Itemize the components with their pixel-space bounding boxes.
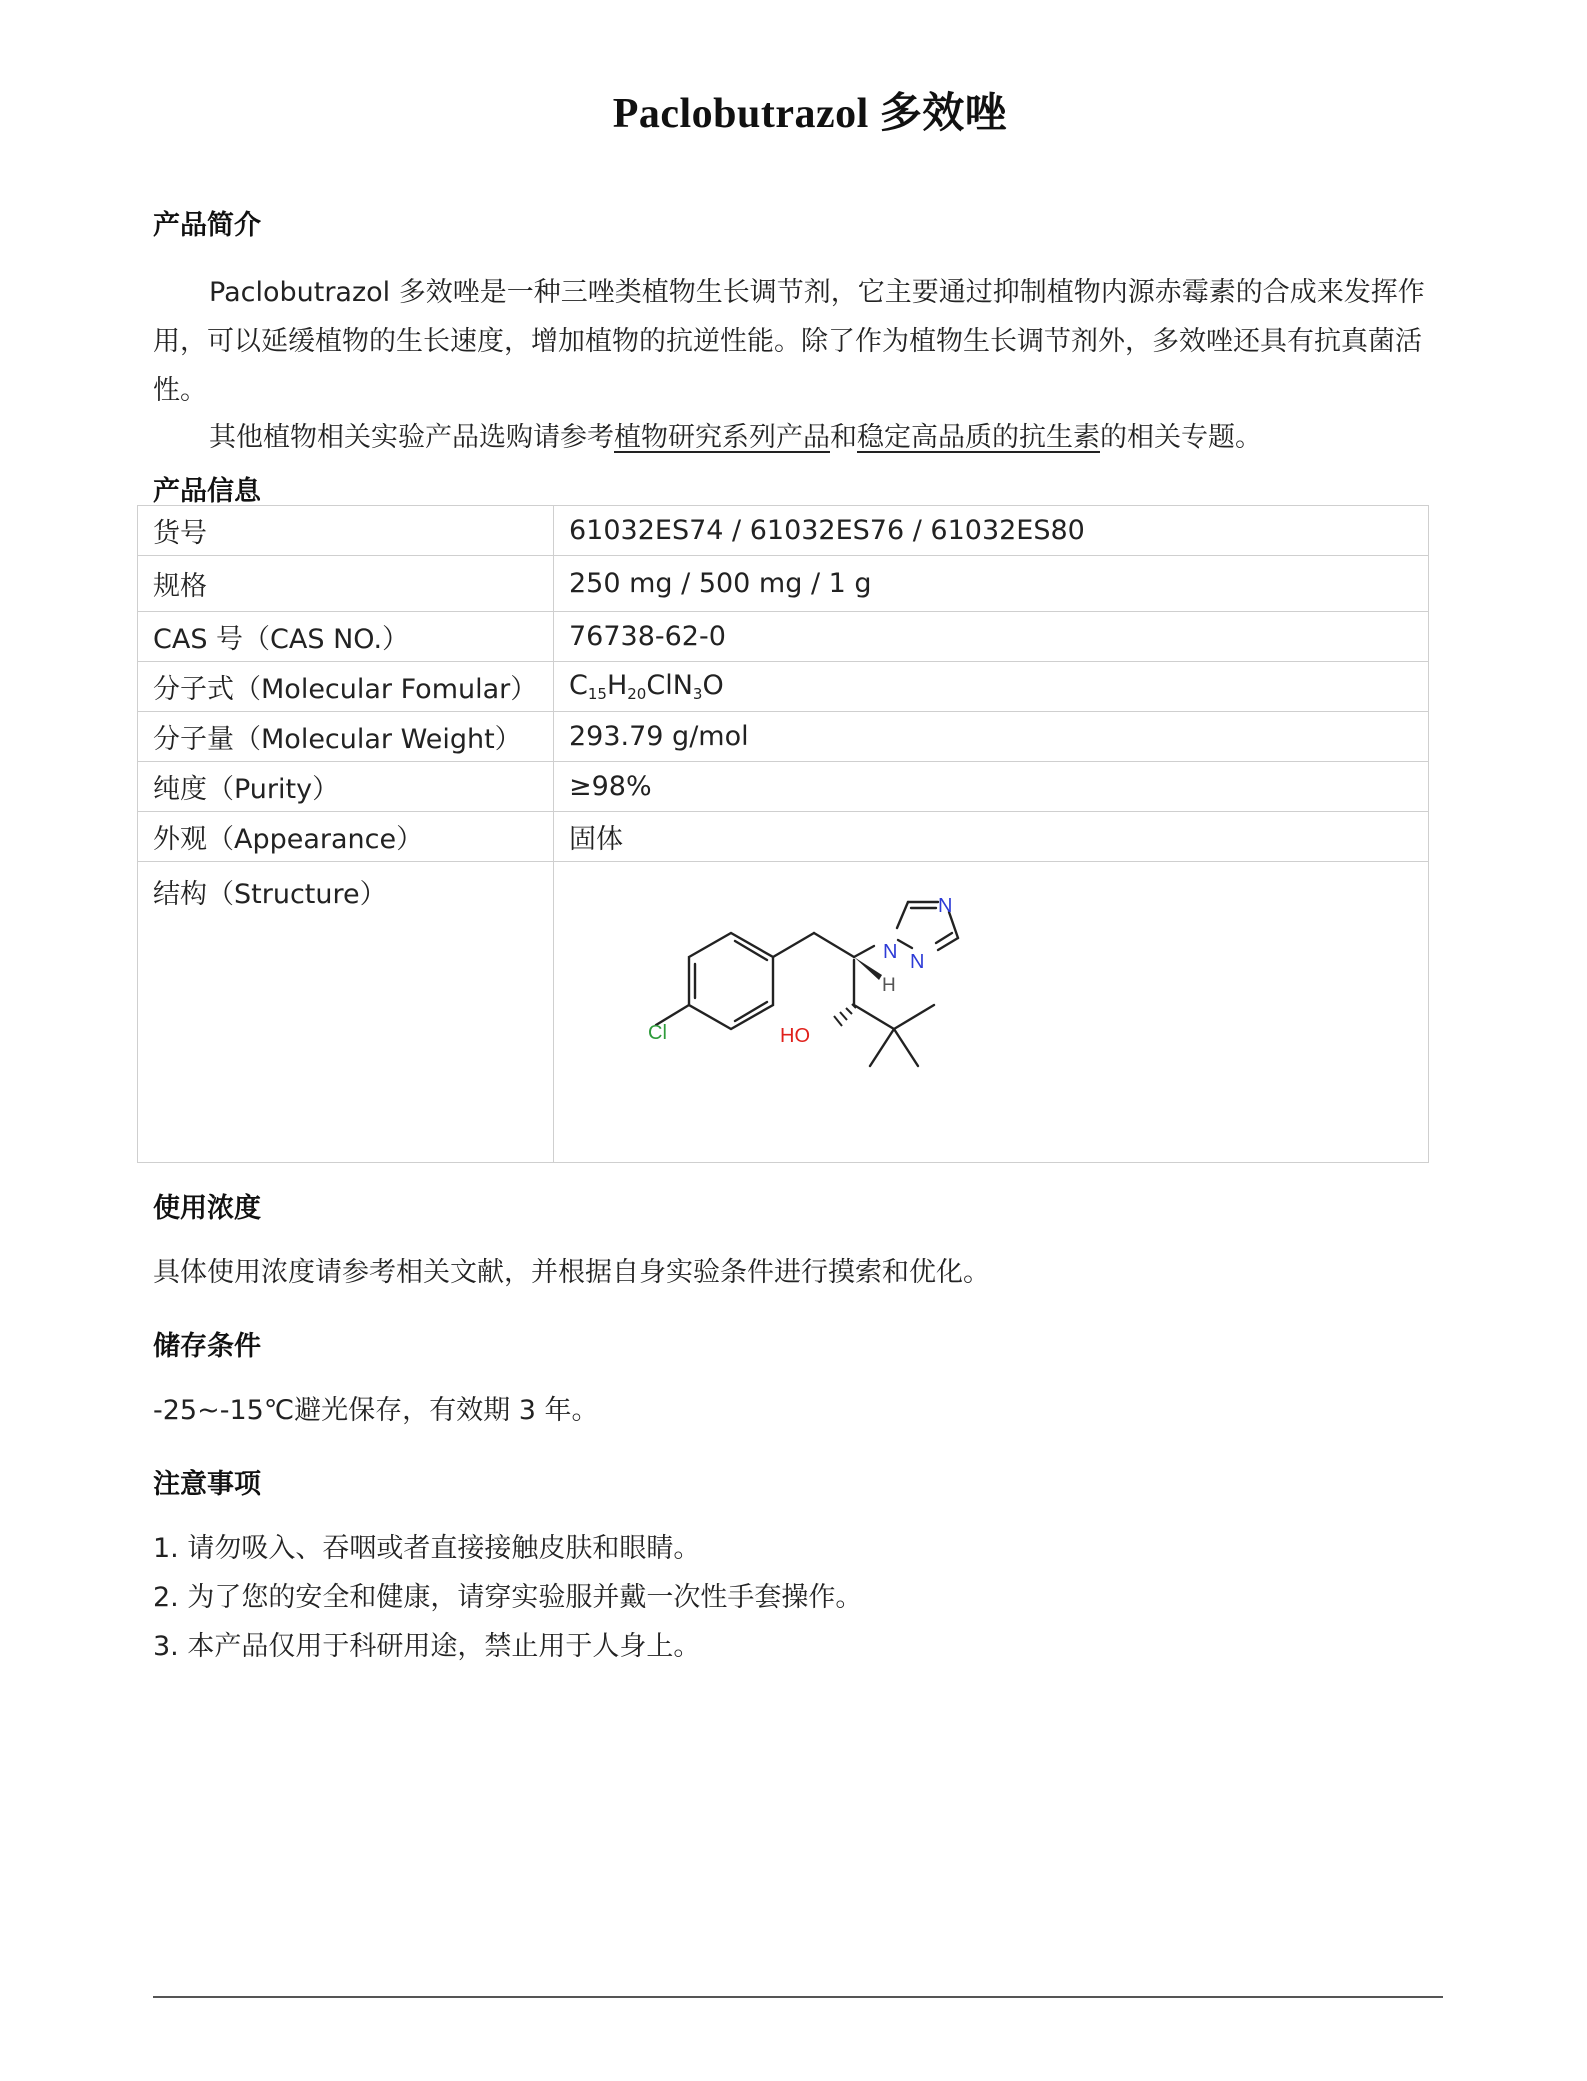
n-top-label: N: [938, 895, 953, 917]
product-info-table: [137, 505, 1429, 1163]
triazole-bond: [897, 902, 908, 928]
table-row: [138, 612, 1429, 662]
intro-heading: 产品简介: [153, 210, 261, 241]
row-value: ≥98%: [554, 762, 1429, 812]
table-row: [138, 762, 1429, 812]
chemical-structure: [574, 862, 994, 1152]
benzene-ring: [689, 933, 773, 1029]
row-value: 固体: [554, 812, 1429, 862]
table-row: [138, 662, 1429, 712]
row-value: 61032ES74 / 61032ES76 / 61032ES80: [554, 506, 1429, 556]
molecular-formula: $C_{15}H_{20}ClN_3O$: [554, 662, 1429, 712]
storage-heading: 储存条件: [153, 1331, 261, 1362]
row-value: 76738-62-0: [554, 612, 1429, 662]
antibiotics-link[interactable]: 稳定高品质的抗生素: [857, 422, 1100, 453]
n2-label: N: [910, 951, 925, 973]
related-conj: 和: [830, 422, 857, 453]
tbutyl-bond: [894, 1029, 918, 1066]
chain-bond: [773, 933, 814, 957]
tbutyl-bond: [894, 1005, 934, 1029]
table-row: [138, 712, 1429, 762]
info-heading: 产品信息: [153, 476, 261, 507]
structure-cell: [554, 862, 1429, 1163]
notes-heading: 注意事项: [153, 1469, 261, 1500]
table-row: [138, 506, 1429, 556]
table-row: [138, 812, 1429, 862]
row-key: 结构（Structure）: [138, 862, 554, 1163]
plant-research-link[interactable]: 植物研究系列产品: [614, 422, 830, 453]
note-item-1: 1. 请勿吸入、吞咽或者直接接触皮肤和眼睛。: [153, 1533, 701, 1564]
chain-bond: [814, 933, 854, 957]
related-products-line: [153, 413, 1443, 462]
related-suffix: 的相关专题。: [1100, 422, 1262, 453]
triazole-bond: [936, 933, 952, 943]
n-bond: [854, 946, 874, 957]
usage-text: 具体使用浓度请参考相关文献，并根据自身实验条件进行摸索和优化。: [153, 1257, 990, 1288]
page-title: Paclobutrazol 多效唑: [612, 91, 1008, 137]
h-label: H: [882, 975, 896, 996]
tbutyl-bond: [870, 1029, 894, 1066]
footer-divider: [153, 1996, 1443, 1998]
row-key: 分子式（Molecular Fomular）: [138, 662, 554, 712]
row-value: 293.79 g/mol: [554, 712, 1429, 762]
triazole-bond: [898, 940, 912, 948]
n1-label: N: [883, 941, 898, 963]
cl-label: Cl: [648, 1022, 667, 1044]
storage-text: -25~-15℃避光保存，有效期 3 年。: [153, 1395, 599, 1426]
note-item-2: 2. 为了您的安全和健康，请穿实验服并戴一次性手套操作。: [153, 1582, 863, 1613]
row-key: CAS 号（CAS NO.）: [138, 612, 554, 662]
row-key: 规格: [138, 556, 554, 612]
row-value: 250 mg / 500 mg / 1 g: [554, 556, 1429, 612]
row-key: 外观（Appearance）: [138, 812, 554, 862]
row-key: 纯度（Purity）: [138, 762, 554, 812]
chain-bond: [854, 1005, 894, 1029]
table-row: [138, 556, 1429, 612]
usage-heading: 使用浓度: [153, 1193, 261, 1224]
row-key: 分子量（Molecular Weight）: [138, 712, 554, 762]
table-row: [138, 862, 1429, 1163]
ho-label: HO: [780, 1025, 810, 1047]
hashed-bond: [834, 1004, 856, 1026]
wedge-bond: [854, 957, 882, 980]
note-item-3: 3. 本产品仅用于科研用途，禁止用于人身上。: [153, 1631, 701, 1662]
intro-paragraph: Paclobutrazol 多效唑是一种三唑类植物生长调节剂，它主要通过抑制植物内源赤霉素的合成来发挥作用，可以延缓植物的生长速度，增加植物的抗逆性能。除了作为植物生长调节剂外，多效唑还具有抗真菌活性。: [153, 277, 1425, 406]
related-prefix: 其他植物相关实验产品选购请参考: [209, 422, 614, 453]
row-key: 货号: [138, 506, 554, 556]
